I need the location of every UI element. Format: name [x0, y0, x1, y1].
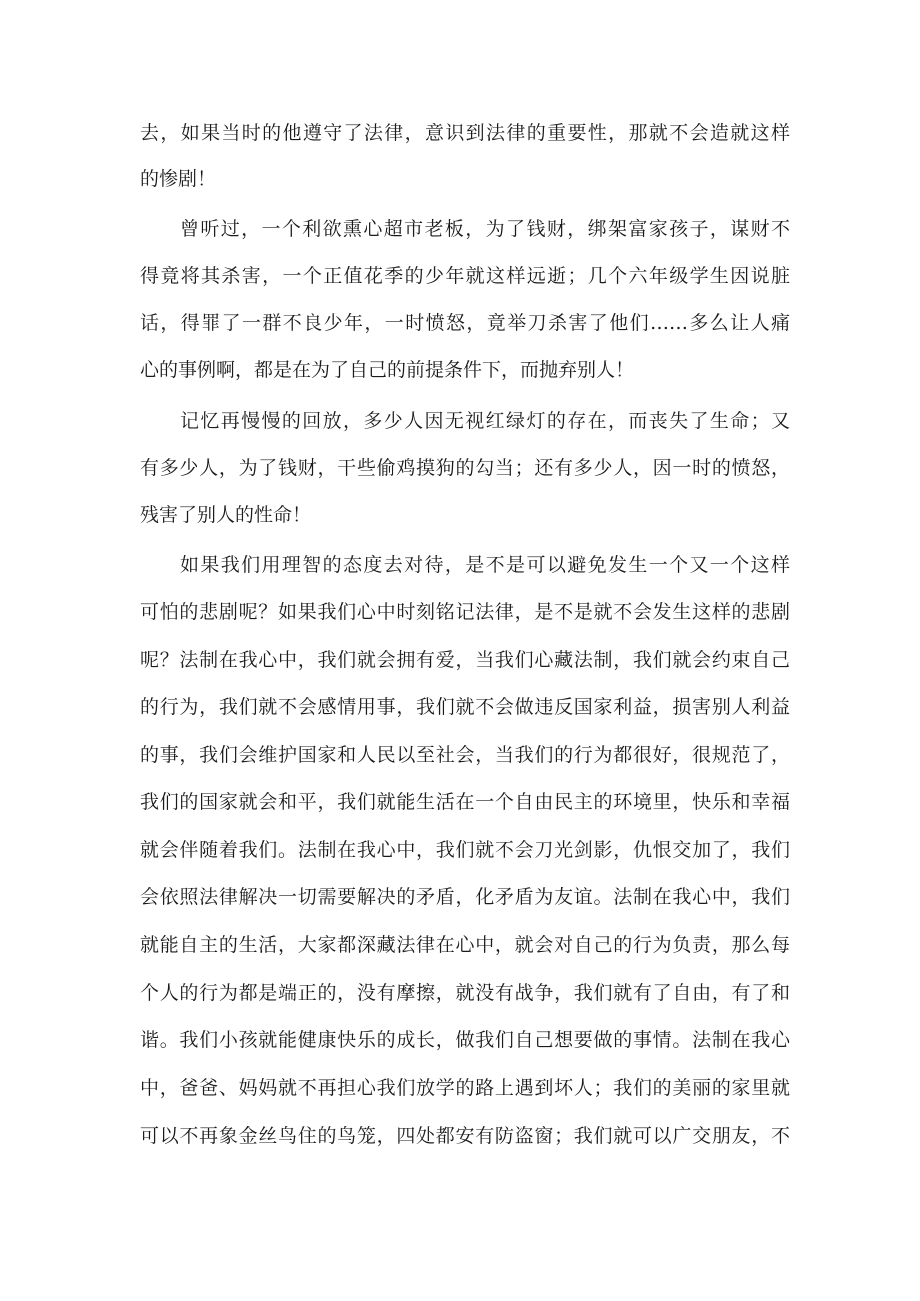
- text-line: 就会伴随着我们。法制在我心中，我们就不会刀光剑影，仇恨交加了，我们: [140, 839, 790, 861]
- text-line: 的行为，我们就不会感情用事，我们就不会做违反国家利益，损害别人利益: [140, 696, 790, 718]
- text-line: 去，如果当时的他遵守了法律，意识到法律的重要性，那就不会造就这样: [140, 122, 790, 144]
- text-line: 呢？法制在我心中，我们就会拥有爱，当我们心藏法制，我们就会约束自己: [140, 649, 790, 671]
- text-line: 有多少人，为了钱财，干些偷鸡摸狗的勾当；还有多少人，因一时的愤怒，: [140, 457, 790, 479]
- text-line: 个人的行为都是端正的，没有摩擦，就没有战争，我们就有了自由，有了和: [140, 982, 790, 1004]
- text-line: 得竟将其杀害，一个正值花季的少年就这样远逝；几个六年级学生因说脏: [140, 265, 790, 287]
- text-line: 的惨剧！: [140, 168, 217, 190]
- text-line: 中，爸爸、妈妈就不再担心我们放学的路上遇到坏人；我们的美丽的家里就: [140, 1077, 790, 1099]
- text-line: 可怕的悲剧呢？如果我们心中时刻铭记法律，是不是就不会发生这样的悲剧: [140, 601, 790, 623]
- text-line: 就能自主的生活，大家都深藏法律在心中，就会对自己的行为负责，那么每: [140, 934, 790, 956]
- paragraph-first-line: 曾听过，一个利欲熏心超市老板，为了钱财，绑架富家孩子，谋财不: [180, 218, 790, 240]
- text-line: 心的事例啊，都是在为了自己的前提条件下，而抛弃别人！: [140, 359, 635, 381]
- text-line: 话，得罪了一群不良少年，一时愤怒，竟举刀杀害了他们……多么让人痛: [140, 312, 790, 334]
- paragraph-first-line: 记忆再慢慢的回放，多少人因无视红绿灯的存在，而丧失了生命；又: [180, 410, 790, 432]
- text-line: 残害了别人的性命！: [140, 504, 312, 526]
- paragraph-first-line: 如果我们用理智的态度去对待，是不是可以避免发生一个又一个这样: [180, 554, 790, 576]
- text-line: 可以不再象金丝鸟住的鸟笼，四处都安有防盗窗；我们就可以广交朋友，不: [140, 1125, 790, 1147]
- text-line: 的事，我们会维护国家和人民以至社会，当我们的行为都很好，很规范了，: [140, 744, 790, 766]
- text-line: 谐。我们小孩就能健康快乐的成长，做我们自己想要做的事情。法制在我心: [140, 1029, 790, 1051]
- text-line: 我们的国家就会和平，我们就能生活在一个自由民主的环境里，快乐和幸福: [140, 791, 790, 813]
- text-line: 会依照法律解决一切需要解决的矛盾，化矛盾为友谊。法制在我心中，我们: [140, 886, 790, 908]
